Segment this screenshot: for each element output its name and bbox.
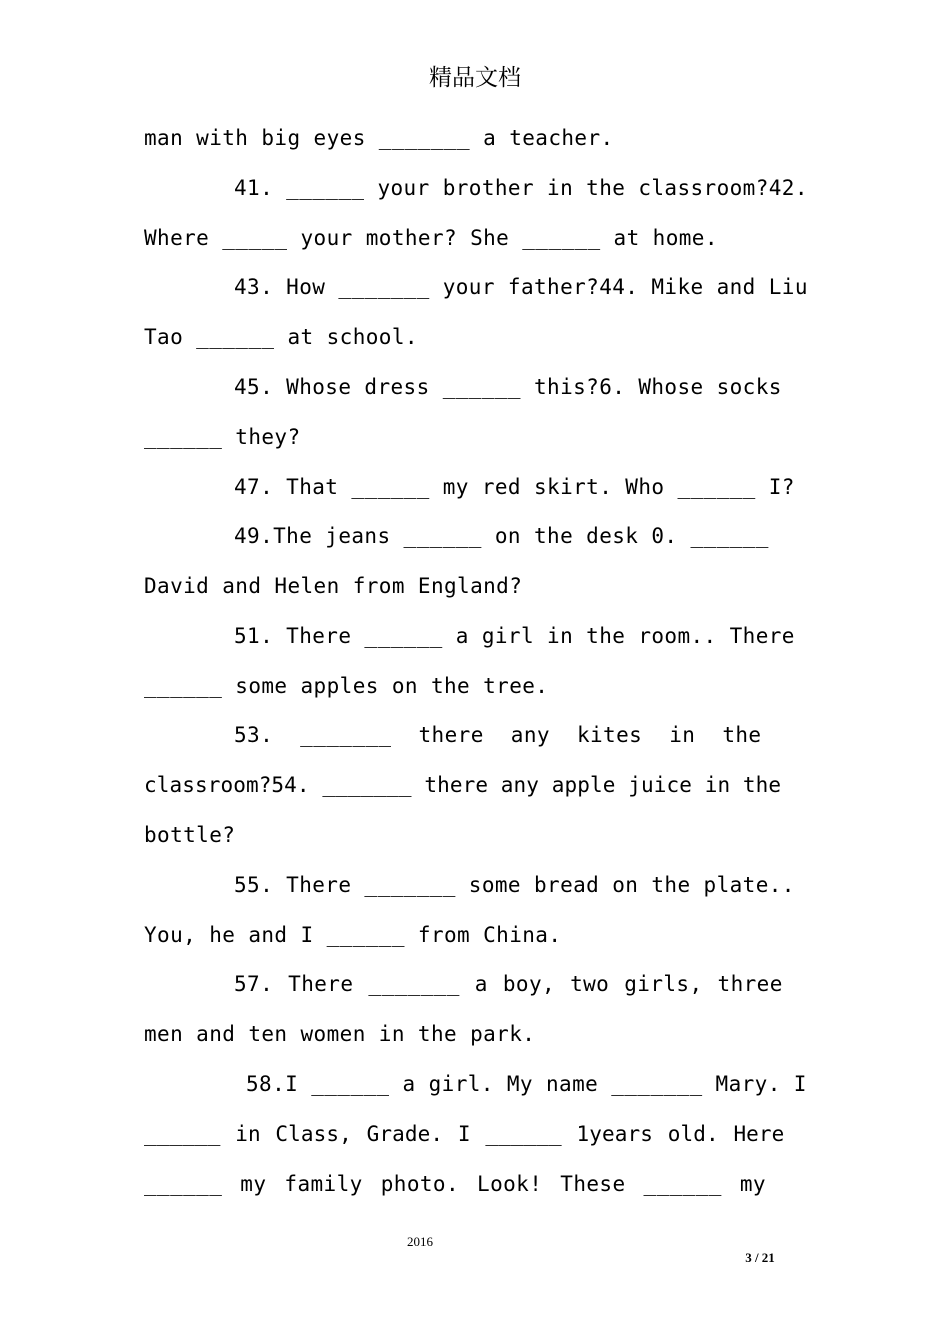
text-line-3: Where _____ your mother? She ______ at home. [144,226,718,250]
text-line-14: classroom?54. _______ there any apple juice in the [144,773,782,797]
text-line-7: ______ they? [144,425,301,449]
text-line-9: 49.The jeans ______ on the desk 0. ______ [234,524,769,548]
text-line-5: Tao ______ at school. [144,325,418,349]
text-line-4: 43. How _______ your father?44. Mike and Liu [234,275,808,299]
text-line-21: ______ in Class, Grade. I ______ 1years old. Here [144,1122,785,1146]
text-line-11: 51. There ______ a girl in the room.. There [234,624,795,648]
text-line-16: 55. There _______ some bread on the plate.. [234,873,795,897]
text-line-12: ______ some apples on the tree. [144,674,549,698]
text-line-8: 47. That ______ my red skirt. Who ______ I? [234,475,795,499]
footer-page-number: 3 / 21 [745,1250,775,1265]
text-line-10: David and Helen from England? [144,574,523,598]
text-line-1: man with big eyes _______ a teacher. [144,126,614,150]
text-line-2: 41. ______ your brother in the classroom?42. [234,176,808,200]
page-header-title: 精品文档 [429,65,521,91]
text-line-20: 58.I ______ a girl. My name _______ Mary. I [246,1072,807,1096]
text-line-17: You, he and I ______ from China. [144,923,562,947]
text-line-6: 45. Whose dress ______ this?6. Whose socks [234,375,782,399]
text-line-19: men and ten women in the park. [144,1022,536,1046]
text-line-15: bottle? [144,823,236,847]
text-line-18: 57. There _______ a boy, two girls, three [234,972,783,996]
footer-year: 2016 [407,1234,433,1249]
text-line-22: ______ my family photo. Look! These ______ my [144,1172,766,1196]
text-line-13: 53. _______ there any kites in the [234,723,762,747]
